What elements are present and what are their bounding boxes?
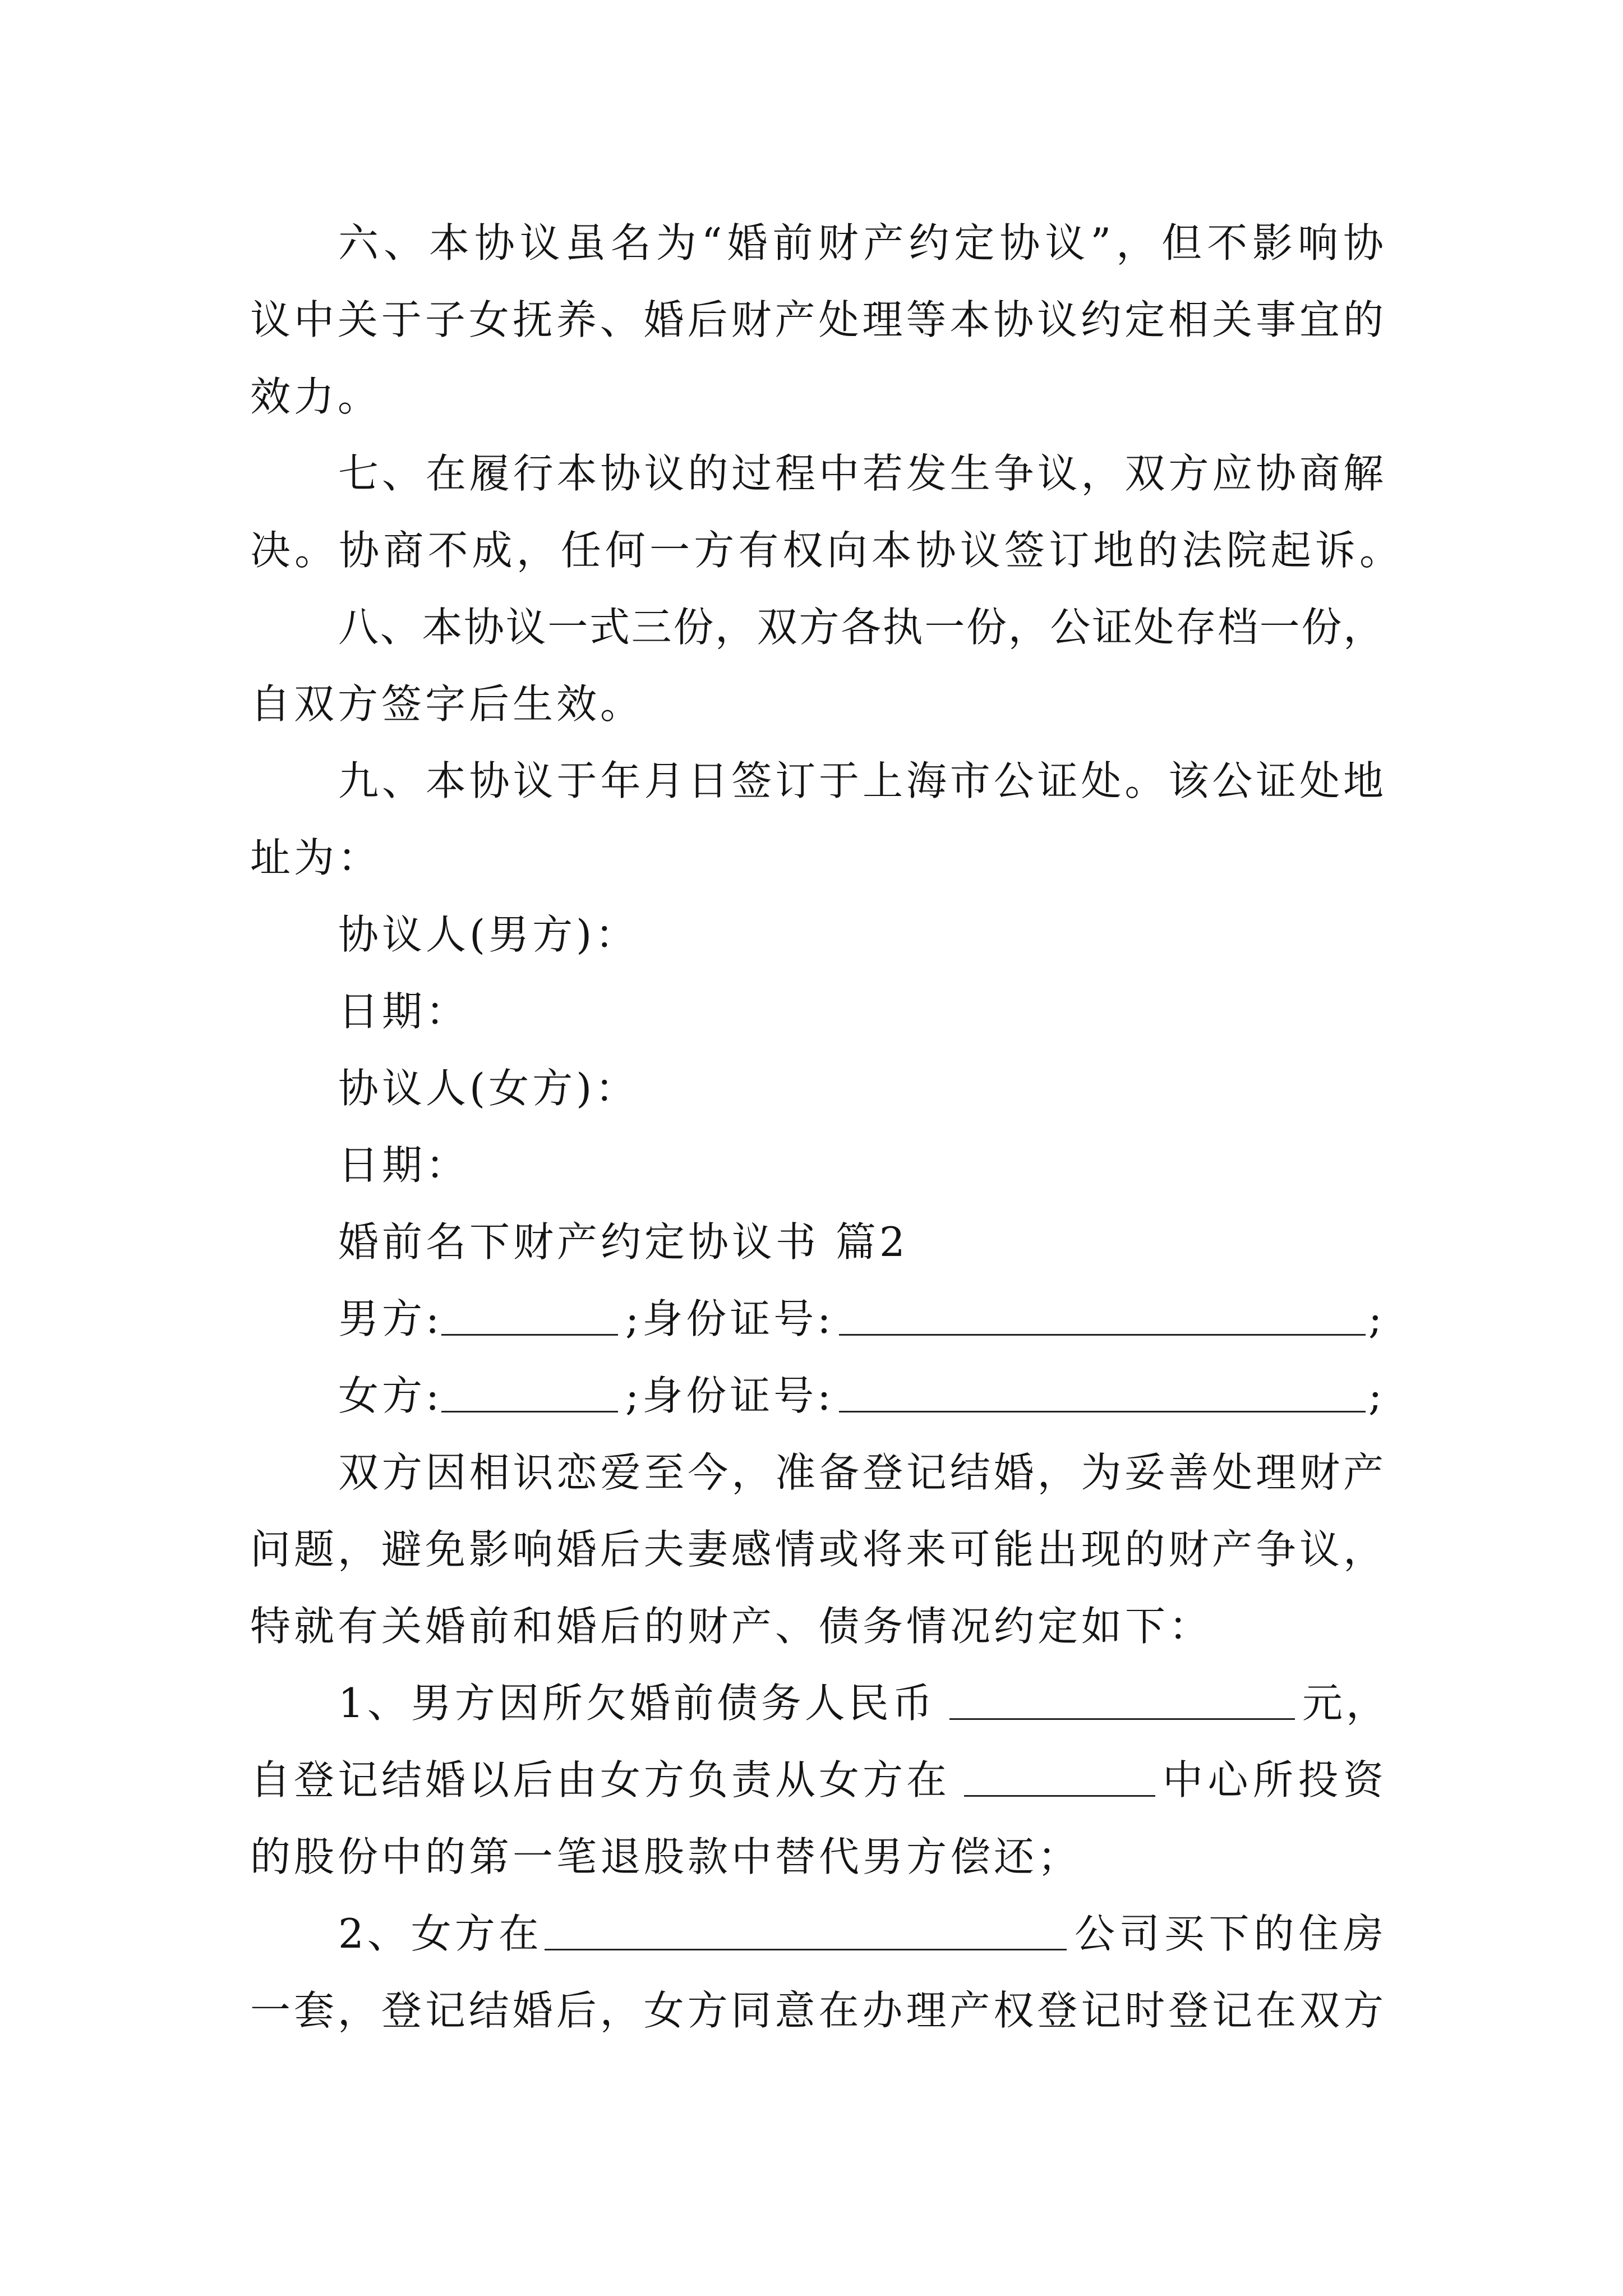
male-party-line — [0, 1281, 1623, 1358]
item-1-text-a: 1、男方因所欠婚前债务人民币 — [338, 1680, 936, 1727]
clause-8-line-2: 自双方签字后生效。 — [250, 680, 644, 728]
center-name-blank — [964, 1742, 1155, 1797]
male-label: 男方: — [338, 1295, 443, 1342]
item-1-text-b: 元， — [1302, 1680, 1390, 1727]
male-name-blank — [441, 1281, 618, 1336]
clause-7-line-1: 七、在履行本协议的过程中若发生争议，双方应协商解 — [338, 450, 1384, 497]
signatory-male-label: 协议人(男方)： — [338, 911, 639, 958]
item-1-text-c: 自登记结婚以后由女方负责从女方在 — [250, 1756, 951, 1803]
date-label-male: 日期： — [338, 988, 470, 1035]
intro-line-2: 问题，避免影响婚后夫妻感情或将来可能出现的财产争议， — [250, 1526, 1384, 1573]
item-1-line-2 — [0, 1742, 1623, 1819]
item-1-line-3: 的股份中的第一笔退股款中替代男方偿还； — [250, 1833, 1082, 1880]
intro-line-1: 双方因相识恋爱至今，准备登记结婚，为妥善处理财产 — [338, 1449, 1384, 1496]
clause-8-line-1: 八、本协议一式三份，双方各执一份，公证处存档一份， — [338, 604, 1384, 651]
clause-9-line-2: 址为： — [250, 834, 382, 881]
item-2-line-2: 一套，登记结婚后，女方同意在办理产权登记时登记在双方 — [250, 1987, 1384, 2034]
female-id-blank — [839, 1358, 1366, 1412]
male-line-end: ; — [1368, 1295, 1386, 1342]
female-id-label: ;身份证号: — [625, 1372, 834, 1419]
debt-amount-blank — [949, 1665, 1295, 1720]
intro-line-3: 特就有关婚前和婚后的财产、债务情况约定如下： — [250, 1603, 1213, 1650]
clause-6-line-3: 效力。 — [250, 373, 382, 420]
female-name-blank — [441, 1358, 618, 1412]
clause-6-line-2: 议中关于子女抚养、婚后财产处理等本协议约定相关事宜的 — [250, 296, 1384, 343]
item-2-text-a: 2、女方在 — [338, 1910, 542, 1957]
clause-9-line-1: 九、本协议于年月日签订于上海市公证处。该公证处地 — [338, 757, 1384, 804]
male-id-label: ;身份证号: — [625, 1295, 834, 1342]
female-label: 女方: — [338, 1372, 443, 1419]
item-2-line-1 — [0, 1895, 1623, 1972]
item-2-text-b: 公司买下的住房 — [1075, 1910, 1384, 1957]
signatory-female-label: 协议人(女方)： — [338, 1065, 639, 1112]
female-party-line — [0, 1358, 1623, 1434]
date-label-female: 日期： — [338, 1142, 470, 1189]
female-line-end: ; — [1368, 1372, 1386, 1419]
item-1-line-1 — [0, 1665, 1623, 1742]
male-id-blank — [839, 1281, 1366, 1336]
clause-7-line-2: 决。协商不成，任何一方有权向本协议签订地的法院起诉。 — [250, 527, 1400, 574]
company-name-blank — [545, 1895, 1067, 1950]
section-title: 婚前名下财产约定协议书 篇2 — [338, 1218, 909, 1266]
clause-6-line-1: 六、本协议虽名为“婚前财产约定协议”，但不影响协 — [338, 219, 1384, 266]
item-1-text-d: 中心所投资 — [1163, 1756, 1384, 1803]
